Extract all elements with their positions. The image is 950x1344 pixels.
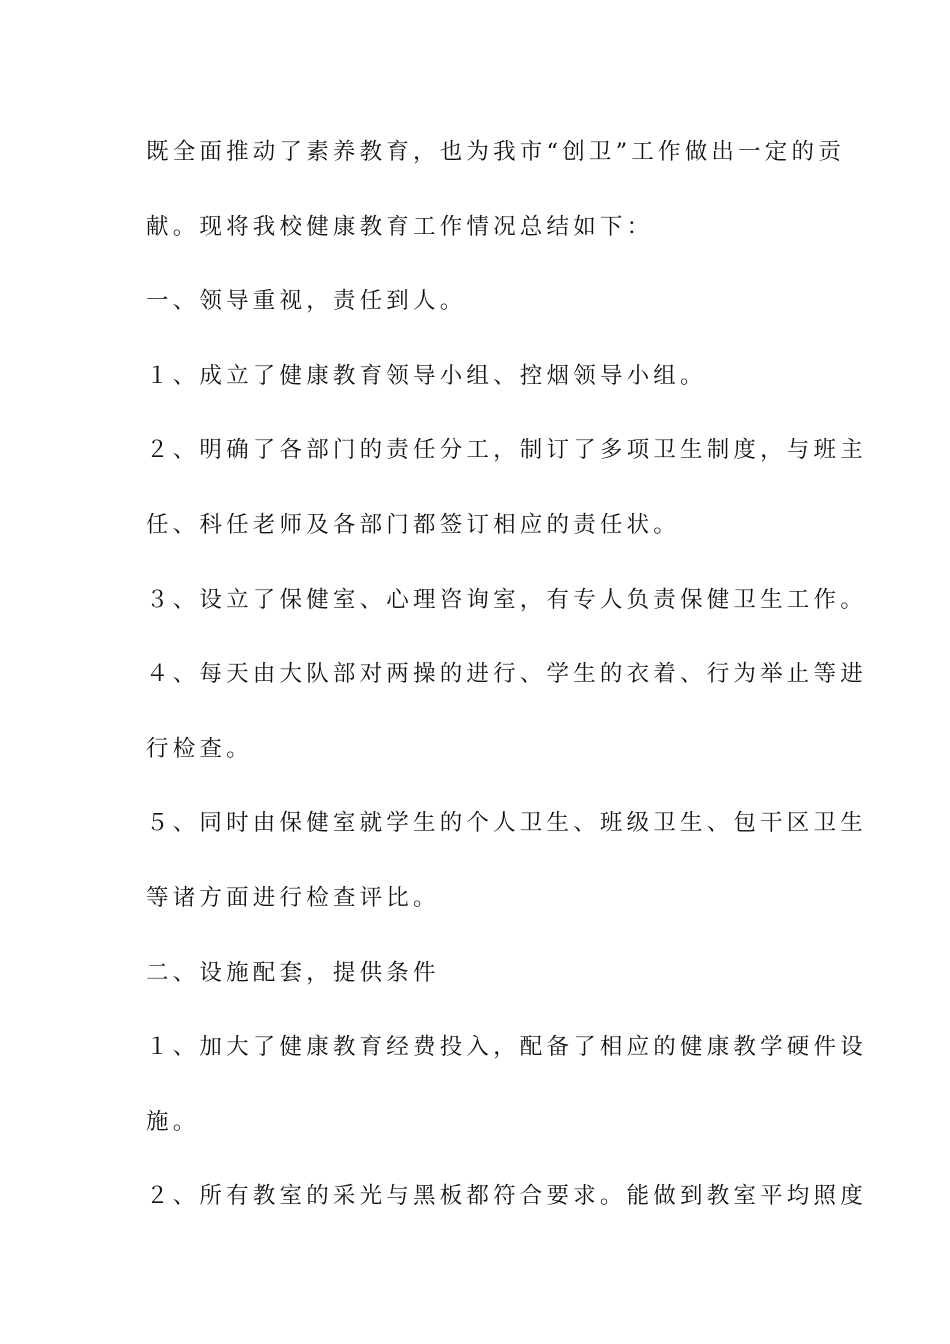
list-item: ４、每天由大队部对两操的进行、学生的衣着、行为举止等进	[146, 661, 867, 688]
body-text	[146, 126, 867, 1245]
paragraph-line: 献。现将我校健康教育工作情况总结如下：	[146, 213, 654, 240]
list-item: ２、明确了各部门的责任分工，制订了多项卫生制度，与班主	[146, 437, 867, 464]
list-item-continuation: 施。	[146, 1108, 200, 1135]
list-item-continuation: 等诸方面进行检查评比。	[146, 884, 440, 911]
list-item-continuation: 行检查。	[146, 735, 253, 762]
list-item: １、加大了健康教育经费投入，配备了相应的健康教学硬件设	[146, 1034, 867, 1061]
list-item: １、成立了健康教育领导小组、控烟领导小组。	[146, 362, 707, 389]
section-heading: 二、设施配套，提供条件	[146, 959, 440, 986]
list-item: ５、同时由保健室就学生的个人卫生、班级卫生、包干区卫生	[146, 810, 867, 837]
list-item: ３、设立了保健室、心理咨询室，有专人负责保健卫生工作。	[146, 586, 867, 613]
paragraph-line: 既全面推动了素养教育，也为我市“创卫”工作做出一定的贡	[146, 139, 845, 165]
list-item-continuation: 任、科任老师及各部门都签订相应的责任状。	[146, 511, 681, 538]
list-item: ２、所有教室的采光与黑板都符合要求。能做到教室平均照度	[146, 1183, 867, 1210]
section-heading: 一、领导重视，责任到人。	[146, 288, 467, 315]
